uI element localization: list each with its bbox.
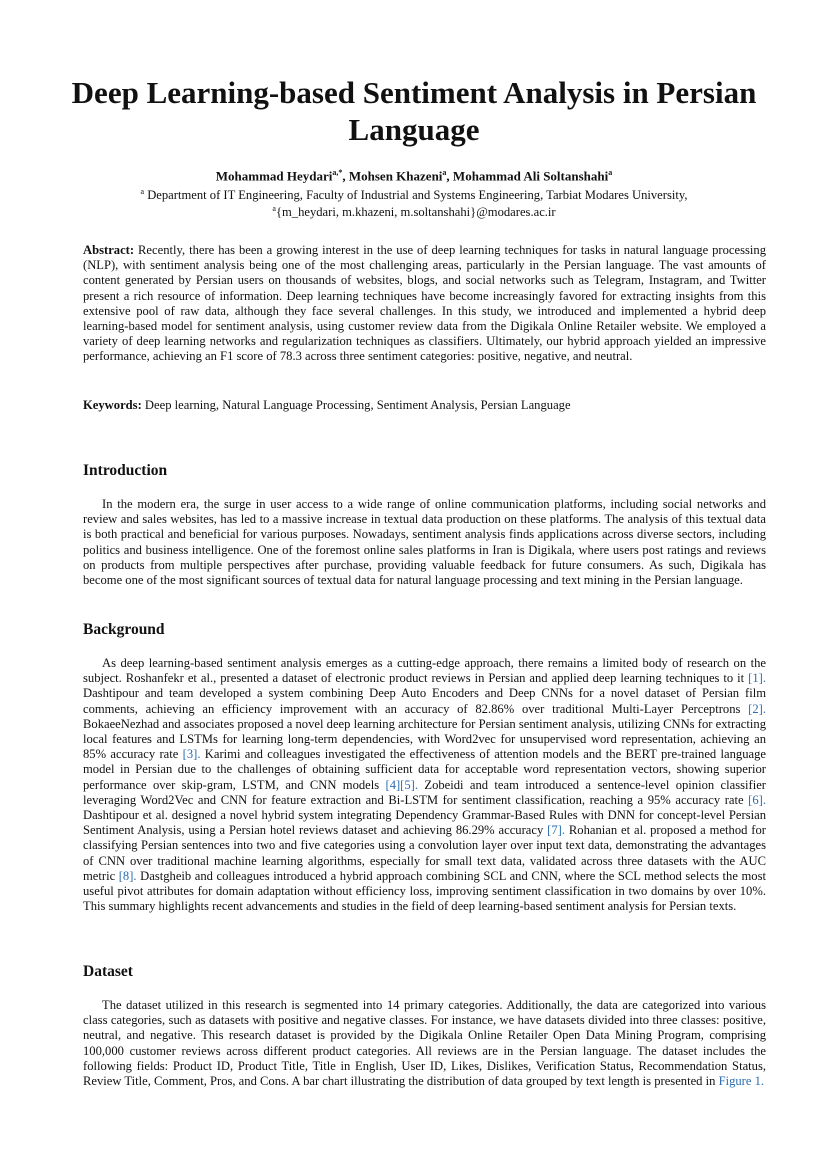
email-affiliation-mark: a xyxy=(272,204,276,213)
section-heading-background: Background xyxy=(83,621,165,638)
email-text: {m_heydari, m.khazeni, m.soltanshahi}@modares.ac.ir xyxy=(275,205,556,220)
citation-link[interactable]: [1]. xyxy=(748,671,766,686)
section-body-introduction xyxy=(83,497,766,588)
paragraph-text: Dastgheib and colleagues introduced a hybrid approach combining SCL and CNN, where the SCL method selects the most useful pivot attributes for domain adaptation without efficiency loss, improving sentiment classification in two domains by over 10%. This summary highlights recent advancements and studies in the field of deep learning-based sentiment analysis for Persian texts. xyxy=(83,868,766,914)
author-name: Mohammad Heydari xyxy=(215,168,333,184)
abstract xyxy=(83,243,766,365)
section-body-background xyxy=(83,656,766,914)
section-body-dataset xyxy=(83,998,766,1089)
paragraph-text: The dataset utilized in this research is segmented into 14 primary categories. Additionally, the data are categorized into various class categories, such as datasets with positive and negative classes. For instance, we have datasets divided into three classes: positive, neutral, and negative. This research dataset is provided by the Digikala Online Retailer Open Data Mining Program, comprising 100,000 customer reviews across different product categories. All reviews are in the Persian language. The dataset includes the following fields: Product ID, Product Title, Title in English, User ID, Likes, Dislikes, Verification Status, Recommendation Status, Review Title, Comment, Pros, and Cons. A bar chart illustrating the distribution of data grouped by text length is presented in xyxy=(83,998,766,1089)
author-name: Mohammad Ali Soltanshahi xyxy=(452,168,609,184)
citation-link[interactable]: [4][5]. xyxy=(385,777,419,792)
author-separator: , xyxy=(446,168,453,184)
citation-link[interactable]: [6]. xyxy=(748,792,766,807)
author-separator: , xyxy=(342,168,349,184)
paragraph-text: Rohanian et al. proposed a method for classifying Persian sentences into two and five categories using a convolution layer over input text data, demonstrating the advantages of CNN over traditional machine learning algorithms, especially for small text data, validated across three datasets with the AUC metric xyxy=(83,823,766,883)
affiliation-text: Department of IT Engineering, Faculty of Industrial and Systems Engineering, Tarbiat Modares University, xyxy=(147,188,688,203)
abstract-text: Recently, there has been a growing interest in the use of deep learning techniques for tasks in natural language processing (NLP), with sentiment analysis being one of the most challenging areas, particularly in the Persian language. The vast amounts of content generated by Persian users on thousands of websites, blogs, and social networks such as Telegram, Instagram, and Twitter present a rich resource of information. Deep learning techniques have become increasingly favored for extracting insights from this extensive pool of raw data, although they face several challenges. In this study, we introduced and implemented a hybrid deep learning-based model for sentiment analysis, using customer review data from the Digikala Online Retailer website. We employed a variety of deep learning networks and regularization techniques as classifiers. Ultimately, our hybrid approach yielded an impressive performance, achieving an F1 score of 78.3 across three sentiment categories: positive, negative, and neutral. xyxy=(83,243,766,364)
citation-link[interactable]: [8]. xyxy=(118,868,137,883)
citation-link[interactable]: Figure 1. xyxy=(718,1074,765,1089)
keywords-label: Keywords: xyxy=(83,398,142,412)
affiliation-mark: a xyxy=(140,187,145,196)
keywords-text: Deep learning, Natural Language Processing, Sentiment Analysis, Persian Language xyxy=(144,398,571,412)
author-affiliation-mark: a,* xyxy=(332,168,343,177)
paragraph-text: BokaeeNezhad and associates proposed a novel deep learning architecture for Persian sentiment analysis, utilizing CNNs for extracting local features and LSTMs for learning long-term dependencies, with Word2vec for unsupervised word representation, achieving an 85% accuracy rate xyxy=(83,716,766,762)
abstract-label: Abstract: xyxy=(83,243,135,257)
author-affiliation-mark: a xyxy=(442,168,447,177)
paper-title: Deep Learning-based Sentiment Analysis in Persian Language xyxy=(71,75,757,147)
paragraph-text: Dashtipour and team developed a system combining Deep Auto Encoders and Deep CNNs for a novel dataset of Persian film comments, achieving an efficiency improvement with an accuracy of 82.86% over traditional Multi-Layer Perceptrons xyxy=(83,686,766,716)
paragraph-text: In the modern era, the surge in user access to a wide range of online communication platforms, including social networks and review and sales websites, has led to a massive increase in textual data production on these platforms. The analysis of this textual data is both practical and beneficial for various purposes. Nowadays, sentiment analysis finds applications across diverse sectors, including politics and business intelligence. One of the foremost online sales platforms in Iran is Digikala, where users post ratings and reviews on products from multiple perspectives after purchase, providing valuable feedback for future consumers. As such, Digikala has become one of the most significant sources of textual data for natural language processing and text mining in the Persian language. xyxy=(83,497,766,588)
author-list xyxy=(60,165,768,184)
section-heading-dataset: Dataset xyxy=(83,963,133,980)
citation-link[interactable]: [2]. xyxy=(748,701,766,716)
author-affiliation-mark: a xyxy=(608,168,613,177)
paragraph-text: Karimi and colleagues investigated the effectiveness of attention models and the BERT pre-trained language model in Persian due to the challenges of obtaining sufficient data for acceptable word representation vectors, showing superior performance over skip-gram, LSTM, and CNN models xyxy=(83,747,766,792)
paragraph-text: As deep learning-based sentiment analysis emerges as a cutting-edge approach, there remains a limited body of research on the subject. Roshanfekr et al., presented a dataset of electronic product reviews in Persian and applied deep learning techniques to it xyxy=(83,656,766,686)
citation-link[interactable]: [3]. xyxy=(182,747,201,762)
paragraph-text: Dashtipour et al. designed a novel hybrid system integrating Dependency Grammar-Based Rules with DNN for concept-level Persian Sentiment Analysis, using a Persian hotel reviews dataset and achieving 86.29% accuracy xyxy=(83,808,766,838)
author-emails xyxy=(60,201,768,220)
section-heading-introduction: Introduction xyxy=(83,462,168,479)
author-name: Mohsen Khazeni xyxy=(348,168,443,184)
paragraph-text: Zobeidi and team introduced a sentence-level opinion classifier leveraging Word2Vec and CNN for feature extraction and Bi-LSTM for sentiment classification, reaching a 95% accuracy rate xyxy=(83,777,766,807)
keywords xyxy=(83,398,766,413)
citation-link[interactable]: [7]. xyxy=(547,823,565,838)
